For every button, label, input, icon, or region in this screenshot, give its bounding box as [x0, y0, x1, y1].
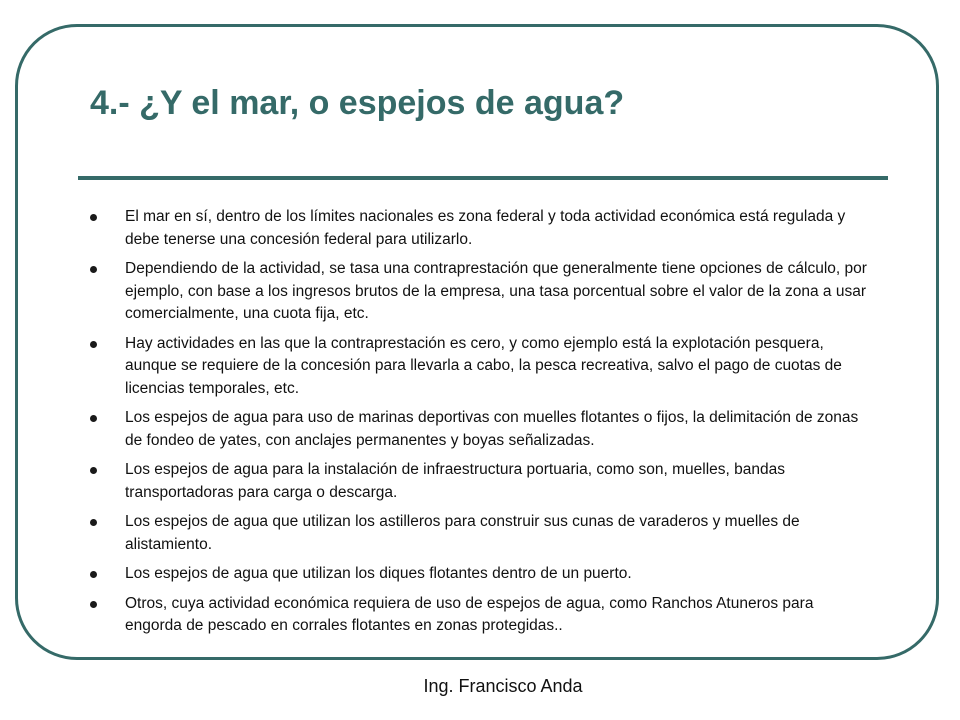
bullet-dot-icon [90, 415, 97, 422]
bullet-dot-icon [90, 571, 97, 578]
bullet-dot-icon [90, 519, 97, 526]
slide-title: 4.- ¿Y el mar, o espejos de agua? [90, 84, 625, 122]
bullet-list [88, 206, 868, 645]
title-divider [78, 176, 888, 180]
bullet-dot-icon [90, 601, 97, 608]
bullet-item [88, 407, 868, 452]
bullet-item [88, 333, 868, 401]
bullet-item [88, 511, 868, 556]
bullet-text: Los espejos de agua que utilizan los astilleros para construir sus cunas de varaderos y muelles de alistamiento. [125, 513, 800, 553]
bullet-item [88, 593, 868, 638]
bullet-text: Los espejos de agua para uso de marinas deportivas con muelles flotantes o fijos, la delimitación de zonas de fondeo de yates, con anclajes permanentes y boyas señalizadas. [125, 409, 859, 449]
bullet-dot-icon [90, 341, 97, 348]
bullet-item [88, 206, 868, 251]
bullet-item [88, 459, 868, 504]
bullet-text: Hay actividades en las que la contraprestación es cero, y como ejemplo está la explotación pesquera, aunque se requiere de la concesión para llevarla a cabo, la pesca recreativa, salvo el pago de cuotas de licencias temporales, etc. [125, 334, 842, 397]
bullet-text: Otros, cuya actividad económica requiera de uso de espejos de agua, como Ranchos Atuneros para engorda de pescado en corrales flotantes en zonas protegidas.. [125, 594, 814, 634]
bullet-text: El mar en sí, dentro de los límites nacionales es zona federal y toda actividad económica está regulada y debe tenerse una concesión federal para utilizarlo. [125, 208, 846, 248]
bullet-dot-icon [90, 266, 97, 273]
bullet-dot-icon [90, 467, 97, 474]
bullet-text: Dependiendo de la actividad, se tasa una contraprestación que generalmente tiene opciones de cálculo, por ejemplo, con base a los ingresos brutos de la empresa, una tasa porcentual sobre el valor de la zona a usar comercialmente, una cuota fija, etc. [125, 260, 867, 322]
bullet-item [88, 258, 868, 326]
bullet-text: Los espejos de agua para la instalación de infraestructura portuaria, como son, muelles, bandas transportadoras para carga o descarga. [125, 461, 786, 501]
footer-author: Ing. Francisco Anda [423, 676, 583, 696]
bullet-text: Los espejos de agua que utilizan los diques flotantes dentro de un puerto. [125, 565, 632, 582]
bullet-dot-icon [90, 214, 97, 221]
bullet-item [88, 563, 868, 586]
